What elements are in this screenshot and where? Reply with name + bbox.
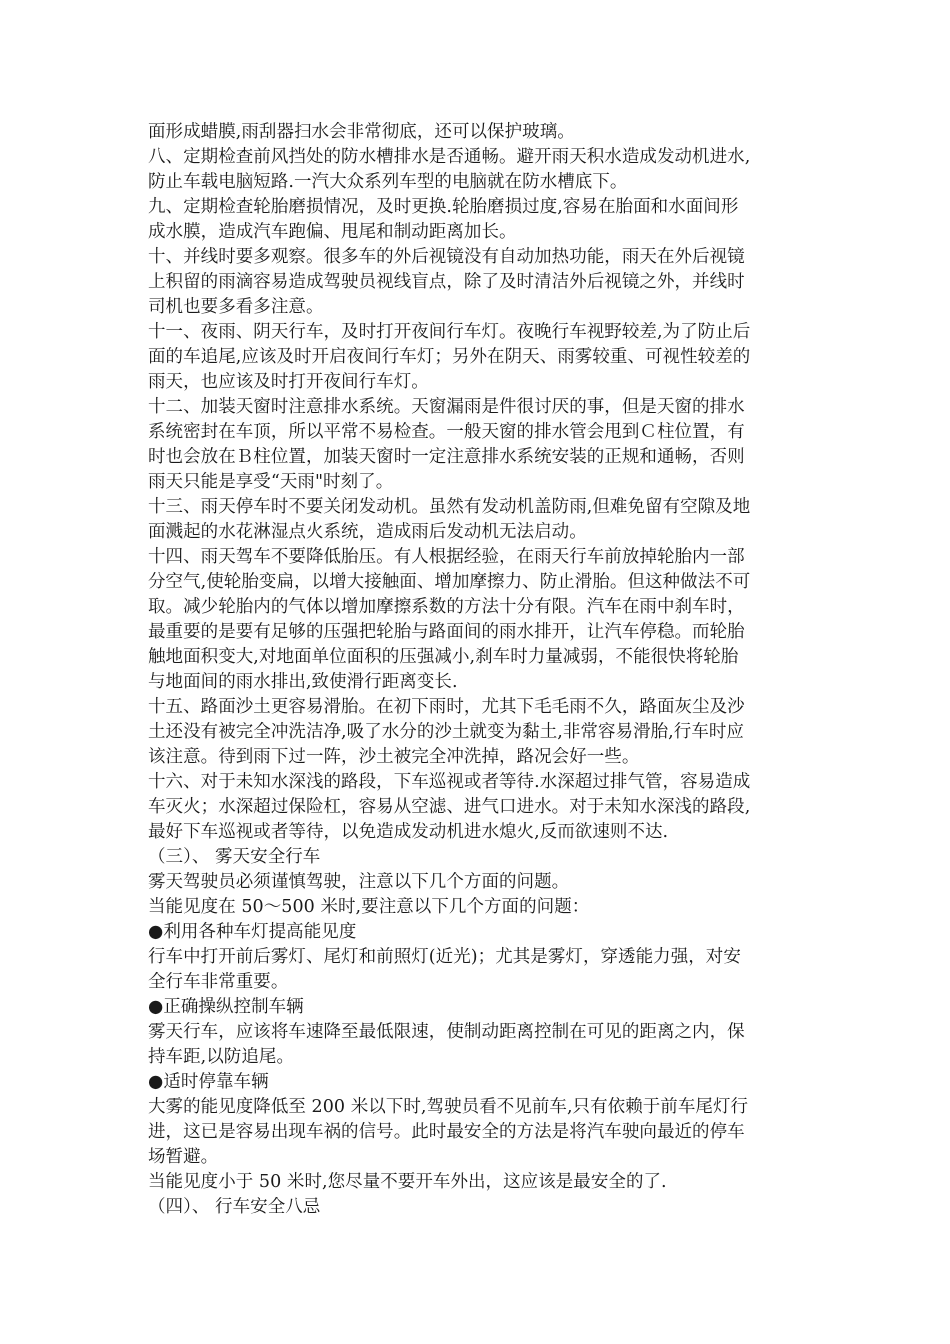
text-line: 分空气,使轮胎变扁，以增大接触面、增加摩擦力、防止滑胎。但这种做法不可 — [148, 572, 751, 592]
text-line: 十五、路面沙土更容易滑胎。在初下雨时，尤其下毛毛雨不久，路面灰尘及沙 — [148, 697, 745, 717]
text-line: 成水膜，造成汽车跑偏、甩尾和制动距离加长。 — [148, 222, 517, 242]
text-line: 雾天行车，应该将车速降至最低限速，使制动距离控制在可见的距离之内，保 — [148, 1022, 745, 1042]
text-line: 场暂避。 — [148, 1147, 219, 1167]
text-line: 雾天驾驶员必须谨慎驾驶，注意以下几个方面的问题。 — [148, 872, 570, 892]
text-line: 十一、夜雨、阴天行车，及时打开夜间行车灯。夜晚行车视野较差,为了防止后 — [148, 322, 751, 342]
text-line: 全行车非常重要。 — [148, 972, 289, 992]
text-line: 面的车追尾,应该及时开启夜间行车灯；另外在阴天、雨雾较重、可视性较差的 — [148, 347, 751, 367]
section-heading: （四）、 行车安全八忌 — [148, 1197, 321, 1217]
text-line: 八、定期检查前风挡处的防水槽排水是否通畅。避开雨天积水造成发动机进水, — [148, 147, 751, 167]
document-body — [148, 120, 813, 1220]
text-line: 九、定期检查轮胎磨损情况，及时更换.轮胎磨损过度,容易在胎面和水面间形 — [148, 197, 739, 217]
text-line: 车灭火；水深超过保险杠，容易从空滤、进气口进水。对于未知水深浅的路段, — [148, 797, 751, 817]
text-line: 触地面积变大,对地面单位面积的压强减小,刹车时力量减弱，不能很快将轮胎 — [148, 647, 739, 667]
text-line: 司机也要多看多注意。 — [148, 297, 324, 317]
text-line: 行车中打开前后雾灯、尾灯和前照灯(近光)；尤其是雾灯，穿透能力强，对安 — [148, 947, 741, 967]
text-line: 持车距,以防追尾。 — [148, 1047, 295, 1067]
text-line: 取。减少轮胎内的气体以增加摩擦系数的方法十分有限。汽车在雨中刹车时， — [148, 597, 745, 617]
text-line: 该注意。待到雨下过一阵，沙土被完全冲洗掉，路况会好一些。 — [148, 747, 640, 767]
text-line: 当能见度在 50～500 米时,要注意以下几个方面的问题： — [148, 897, 590, 917]
text-line: 上积留的雨滴容易造成驾驶员视线盲点，除了及时清洁外后视镜之外，并线时 — [148, 272, 745, 292]
text-line: 防止车载电脑短路.一汽大众系列车型的电脑就在防水槽底下。 — [148, 172, 628, 192]
text-line: 当能见度小于 50 米时,您尽量不要开车外出，这应该是最安全的了. — [148, 1172, 667, 1192]
text-line: 雨天，也应该及时打开夜间行车灯。 — [148, 372, 429, 392]
text-line: 十四、雨天驾车不要降低胎压。有人根据经验，在雨天行车前放掉轮胎内一部 — [148, 547, 745, 567]
text-line: 十、并线时要多观察。很多车的外后视镜没有自动加热功能，雨天在外后视镜 — [148, 247, 745, 267]
text-line: 十六、对于未知水深浅的路段，下车巡视或者等待.水深超过排气管，容易造成 — [148, 772, 751, 792]
text-line: 十二、加装天窗时注意排水系统。天窗漏雨是件很讨厌的事，但是天窗的排水 — [148, 397, 745, 417]
text-line: 十三、雨天停车时不要关闭发动机。虽然有发动机盖防雨,但难免留有空隙及地 — [148, 497, 751, 517]
bullet-heading: ●利用各种车灯提高能见度 — [148, 922, 357, 942]
bullet-heading: ●正确操纵控制车辆 — [148, 997, 304, 1017]
text-line: 大雾的能见度降低至 200 米以下时,驾驶员看不见前车,只有依赖于前车尾灯行 — [148, 1097, 749, 1117]
text-line: 系统密封在车顶，所以平常不易检查。一般天窗的排水管会甩到Ｃ柱位置，有 — [148, 422, 745, 442]
text-line: 与地面间的雨水排出,致使滑行距离变长. — [148, 672, 458, 692]
text-line: 面溅起的水花淋湿点火系统，造成雨后发动机无法启动。 — [148, 522, 587, 542]
text-line: 面形成蜡膜,雨刮器扫水会非常彻底，还可以保护玻璃。 — [148, 122, 575, 142]
text-line: 雨天只能是享受“天雨"时刻了。 — [148, 472, 394, 492]
text-line: 进，这已是容易出现车祸的信号。此时最安全的方法是将汽车驶向最近的停车 — [148, 1122, 745, 1142]
bullet-heading: ●适时停靠车辆 — [148, 1072, 269, 1092]
text-line: 最重要的是要有足够的压强把轮胎与路面间的雨水排开，让汽车停稳。而轮胎 — [148, 622, 745, 642]
text-line: 土还没有被完全冲洗洁净,吸了水分的沙土就变为黏土,非常容易滑胎,行车时应 — [148, 722, 744, 742]
section-heading: （三）、 雾天安全行车 — [148, 847, 321, 867]
text-line: 时也会放在Ｂ柱位置，加装天窗时一定注意排水系统安装的正规和通畅，否则 — [148, 447, 745, 467]
text-line: 最好下车巡视或者等待，以免造成发动机进水熄火,反而欲速则不达. — [148, 822, 669, 842]
